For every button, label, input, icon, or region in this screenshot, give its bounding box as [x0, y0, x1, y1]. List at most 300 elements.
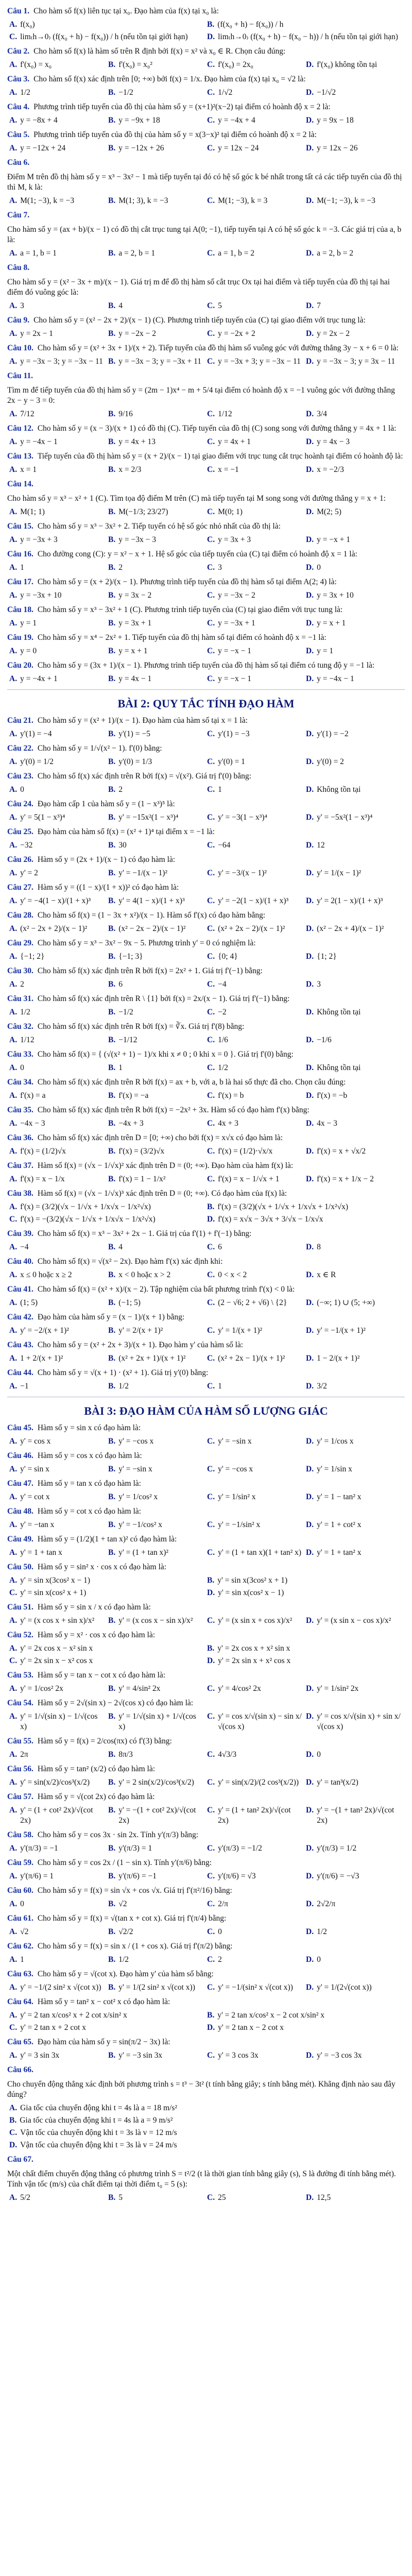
- option-b[interactable]: [108, 811, 207, 824]
- option-d[interactable]: [306, 1954, 405, 1966]
- question-text: Cho hàm số y = f(x) = sin x / (1 + cos x). Giá trị f'(π/2) bằng:: [37, 1942, 233, 1951]
- option-a[interactable]: [9, 756, 108, 768]
- option-c[interactable]: [207, 728, 306, 740]
- option-b[interactable]: [108, 1034, 207, 1046]
- option-a[interactable]: [9, 1898, 108, 1910]
- option-b[interactable]: [108, 1842, 207, 1855]
- option-d[interactable]: [306, 1519, 405, 1531]
- option-d[interactable]: [306, 355, 405, 368]
- option-c[interactable]: [9, 31, 207, 43]
- option-c[interactable]: [207, 589, 306, 602]
- option-a[interactable]: [9, 2049, 108, 2062]
- question-text: Cho hàm số y = (x + 2)/(x − 1). Phương trình tiếp tuyến của đồ thị hàm số tại điểm A(2; 4) là:: [37, 578, 337, 586]
- option-d[interactable]: [306, 114, 405, 127]
- option-d[interactable]: [306, 1870, 405, 1883]
- option-label: D.: [306, 1326, 314, 1335]
- option-c[interactable]: [207, 1062, 306, 1074]
- option-text: y = 3x − 2: [118, 591, 152, 600]
- option-b[interactable]: [108, 1269, 207, 1281]
- option-a[interactable]: [9, 87, 108, 99]
- option-c[interactable]: [207, 645, 306, 657]
- option-b[interactable]: [207, 19, 405, 31]
- option-c[interactable]: [207, 408, 306, 420]
- option-b[interactable]: [9, 2114, 405, 2127]
- option-c[interactable]: [9, 1587, 207, 1599]
- option-a[interactable]: [9, 839, 108, 852]
- option-b[interactable]: [108, 1145, 207, 1158]
- option-a[interactable]: [9, 355, 108, 368]
- option-a[interactable]: [9, 2009, 207, 2022]
- option-d[interactable]: [306, 1145, 405, 1158]
- option-d[interactable]: [306, 1749, 405, 1761]
- option-a[interactable]: [9, 1297, 108, 1309]
- option-c[interactable]: [207, 2049, 306, 2062]
- option-a[interactable]: [9, 589, 108, 602]
- option-c[interactable]: [207, 87, 306, 99]
- option-b[interactable]: [108, 1954, 207, 1966]
- option-b[interactable]: [108, 2049, 207, 2062]
- option-c[interactable]: [207, 1325, 306, 1337]
- option-c[interactable]: [207, 1615, 306, 1627]
- option-b[interactable]: [108, 1981, 207, 1994]
- option-b[interactable]: [207, 1201, 405, 1213]
- option-a[interactable]: [9, 1435, 108, 1448]
- option-a[interactable]: [9, 562, 108, 574]
- option-d[interactable]: [306, 534, 405, 546]
- option-b[interactable]: [108, 114, 207, 127]
- option-d[interactable]: [207, 1655, 405, 1667]
- option-label: A.: [9, 619, 18, 628]
- option-c[interactable]: [207, 784, 306, 796]
- option-b[interactable]: [207, 1574, 405, 1587]
- question-number: Câu 48.: [7, 1507, 33, 1516]
- option-a[interactable]: [9, 2192, 108, 2204]
- option-c[interactable]: [207, 895, 306, 907]
- option-c[interactable]: [207, 756, 306, 768]
- option-d[interactable]: [306, 645, 405, 657]
- option-d[interactable]: [207, 1213, 405, 1226]
- option-d[interactable]: [9, 2139, 405, 2151]
- option-c[interactable]: [207, 464, 306, 476]
- option-b[interactable]: [108, 1062, 207, 1074]
- option-c[interactable]: [207, 1547, 306, 1559]
- option-d[interactable]: [306, 1090, 405, 1102]
- option-a[interactable]: [9, 142, 108, 155]
- option-a[interactable]: [9, 895, 108, 907]
- option-d[interactable]: [306, 300, 405, 312]
- option-c[interactable]: [207, 1981, 306, 1994]
- option-a[interactable]: [9, 534, 108, 546]
- option-d[interactable]: [306, 408, 405, 420]
- option-d[interactable]: [306, 1547, 405, 1559]
- option-c[interactable]: [207, 1435, 306, 1448]
- option-b[interactable]: [108, 1804, 207, 1827]
- option-c[interactable]: [207, 1241, 306, 1253]
- option-c[interactable]: [207, 1117, 306, 1130]
- option-b[interactable]: [108, 408, 207, 420]
- option-a[interactable]: [9, 506, 108, 518]
- question-number: Câu 42.: [7, 1313, 33, 1321]
- option-d[interactable]: [306, 923, 405, 935]
- option-a[interactable]: [9, 978, 108, 991]
- option-c[interactable]: [207, 59, 306, 71]
- option-b[interactable]: [108, 951, 207, 963]
- option-d[interactable]: [306, 1710, 405, 1733]
- option-b[interactable]: [108, 1683, 207, 1695]
- option-b[interactable]: [108, 1776, 207, 1789]
- option-b[interactable]: [108, 1870, 207, 1883]
- option-c[interactable]: [207, 1683, 306, 1695]
- option-c[interactable]: [207, 839, 306, 852]
- option-a[interactable]: [9, 464, 108, 476]
- option-a[interactable]: [9, 114, 108, 127]
- option-a[interactable]: [9, 1173, 108, 1185]
- option-c[interactable]: [207, 1491, 306, 1503]
- option-d[interactable]: [306, 1325, 405, 1337]
- option-c[interactable]: [207, 1804, 306, 1827]
- option-d[interactable]: [306, 1352, 405, 1365]
- option-c[interactable]: [207, 2192, 306, 2204]
- option-b[interactable]: [108, 1491, 207, 1503]
- option-a[interactable]: [9, 784, 108, 796]
- option-a[interactable]: [9, 1241, 108, 1253]
- option-c[interactable]: [207, 1519, 306, 1531]
- option-a[interactable]: [9, 1870, 108, 1883]
- option-d[interactable]: [306, 1491, 405, 1503]
- option-d[interactable]: [306, 1380, 405, 1393]
- option-d[interactable]: [306, 562, 405, 574]
- option-label: C.: [207, 410, 215, 418]
- option-d[interactable]: [306, 1463, 405, 1476]
- option-a[interactable]: [9, 1547, 108, 1559]
- option-c[interactable]: [207, 1749, 306, 1761]
- option-b[interactable]: [108, 756, 207, 768]
- option-a[interactable]: [9, 1090, 108, 1102]
- option-c[interactable]: [9, 1655, 207, 1667]
- option-b[interactable]: [108, 195, 207, 207]
- option-c[interactable]: [207, 867, 306, 879]
- option-a[interactable]: [9, 300, 108, 312]
- option-b[interactable]: [108, 59, 207, 71]
- option-c[interactable]: [207, 1006, 306, 1019]
- option-a[interactable]: [9, 1352, 108, 1365]
- option-b[interactable]: [108, 328, 207, 340]
- option-label: B.: [108, 841, 116, 850]
- option-a[interactable]: [9, 436, 108, 448]
- option-c[interactable]: [207, 673, 306, 685]
- option-d[interactable]: [306, 867, 405, 879]
- option-d[interactable]: [306, 1117, 405, 1130]
- option-d[interactable]: [306, 1804, 405, 1827]
- option-a[interactable]: [9, 1491, 108, 1503]
- option-b[interactable]: [108, 1297, 207, 1309]
- option-d[interactable]: [306, 951, 405, 963]
- option-d[interactable]: [207, 1587, 405, 1599]
- option-text: 0: [20, 785, 24, 794]
- option-d[interactable]: [306, 839, 405, 852]
- option-b[interactable]: [108, 1090, 207, 1102]
- option-c[interactable]: [207, 355, 306, 368]
- option-d[interactable]: [306, 1173, 405, 1185]
- option-c[interactable]: [207, 1898, 306, 1910]
- option-d[interactable]: [306, 978, 405, 991]
- option-b[interactable]: [108, 247, 207, 260]
- option-b[interactable]: [108, 1926, 207, 1938]
- option-a[interactable]: [9, 673, 108, 685]
- option-a[interactable]: [9, 195, 108, 207]
- option-c[interactable]: [9, 2022, 207, 2034]
- option-label: A.: [9, 2051, 18, 2060]
- option-d[interactable]: [306, 1269, 405, 1281]
- option-c[interactable]: [207, 114, 306, 127]
- option-d[interactable]: [207, 2022, 405, 2034]
- option-c[interactable]: [207, 1173, 306, 1185]
- question-text: Cho hàm số y = cos 3x · sin 2x. Tính y'(π/3) bằng:: [37, 1831, 199, 1839]
- option-a[interactable]: [9, 1463, 108, 1476]
- option-a[interactable]: [9, 59, 108, 71]
- option-b[interactable]: [108, 300, 207, 312]
- option-b[interactable]: [108, 506, 207, 518]
- option-a[interactable]: [9, 1776, 108, 1789]
- option-a[interactable]: [9, 1981, 108, 1994]
- option-b[interactable]: [108, 895, 207, 907]
- option-d[interactable]: [306, 195, 405, 207]
- option-c[interactable]: [207, 1776, 306, 1789]
- option-a[interactable]: [9, 1201, 207, 1213]
- option-c[interactable]: [207, 300, 306, 312]
- option-a[interactable]: [9, 617, 108, 630]
- option-label: C.: [207, 757, 215, 766]
- option-b[interactable]: [108, 1117, 207, 1130]
- option-a[interactable]: [9, 1574, 207, 1587]
- option-a[interactable]: [9, 811, 108, 824]
- option-b[interactable]: [108, 839, 207, 852]
- option-d[interactable]: [306, 142, 405, 155]
- option-c[interactable]: [207, 247, 306, 260]
- option-a[interactable]: [9, 1615, 108, 1627]
- option-a[interactable]: [9, 1519, 108, 1531]
- option-c[interactable]: [207, 1297, 306, 1309]
- option-b[interactable]: [108, 1006, 207, 1019]
- option-b[interactable]: [108, 1710, 207, 1733]
- option-a[interactable]: [9, 923, 108, 935]
- options-list: [9, 867, 405, 879]
- option-d[interactable]: [306, 1898, 405, 1910]
- option-d[interactable]: [306, 1241, 405, 1253]
- option-b[interactable]: [207, 1642, 405, 1655]
- option-label: A.: [9, 1644, 18, 1653]
- option-c[interactable]: [207, 1145, 306, 1158]
- option-c[interactable]: [207, 1090, 306, 1102]
- option-b[interactable]: [108, 1435, 207, 1448]
- option-c[interactable]: [207, 562, 306, 574]
- option-c[interactable]: [9, 1213, 207, 1226]
- option-a[interactable]: [9, 1034, 108, 1046]
- option-c[interactable]: [207, 1352, 306, 1365]
- option-a[interactable]: [9, 1954, 108, 1966]
- option-b[interactable]: [108, 1380, 207, 1393]
- option-d[interactable]: [306, 589, 405, 602]
- options-list: [9, 2192, 405, 2204]
- option-a[interactable]: [9, 1804, 108, 1827]
- option-a[interactable]: [9, 1842, 108, 1855]
- option-b[interactable]: [108, 436, 207, 448]
- option-label: A.: [9, 144, 18, 152]
- option-d[interactable]: [306, 1683, 405, 1695]
- option-text: Gia tốc của chuyển động khi t = 4s là a = 18 m/s²: [20, 2104, 178, 2112]
- option-a[interactable]: [9, 328, 108, 340]
- option-d[interactable]: [306, 59, 405, 71]
- option-d[interactable]: [306, 673, 405, 685]
- option-b[interactable]: [108, 355, 207, 368]
- option-d[interactable]: [207, 31, 405, 43]
- option-c[interactable]: [207, 1463, 306, 1476]
- option-label: A.: [9, 116, 18, 125]
- option-b[interactable]: [108, 784, 207, 796]
- option-a[interactable]: [9, 951, 108, 963]
- option-d[interactable]: [306, 1842, 405, 1855]
- option-d[interactable]: [306, 1615, 405, 1627]
- option-c[interactable]: [207, 1870, 306, 1883]
- option-c[interactable]: [207, 1954, 306, 1966]
- option-b[interactable]: [108, 867, 207, 879]
- option-b[interactable]: [108, 1352, 207, 1365]
- option-d[interactable]: [306, 811, 405, 824]
- option-a[interactable]: [9, 1926, 108, 1938]
- option-c[interactable]: [207, 1380, 306, 1393]
- option-b[interactable]: [108, 87, 207, 99]
- option-a[interactable]: [9, 867, 108, 879]
- options-list: [9, 1926, 405, 1938]
- option-c[interactable]: [207, 195, 306, 207]
- option-a[interactable]: [9, 1749, 108, 1761]
- option-b[interactable]: [108, 464, 207, 476]
- option-a[interactable]: [9, 1006, 108, 1019]
- question-number: Câu 9.: [7, 316, 30, 325]
- option-d[interactable]: [306, 1926, 405, 1938]
- question: [7, 1858, 405, 1883]
- option-c[interactable]: [207, 811, 306, 824]
- option-d[interactable]: [306, 2192, 405, 2204]
- option-b[interactable]: [108, 617, 207, 630]
- option-c[interactable]: [207, 534, 306, 546]
- option-d[interactable]: [306, 1062, 405, 1074]
- option-a[interactable]: [9, 1642, 207, 1655]
- option-c[interactable]: [207, 951, 306, 963]
- option-a[interactable]: [9, 1117, 108, 1130]
- option-a[interactable]: [9, 1062, 108, 1074]
- options-list: [9, 617, 405, 630]
- option-d[interactable]: [306, 1034, 405, 1046]
- option-d[interactable]: [306, 756, 405, 768]
- option-c[interactable]: [207, 1269, 306, 1281]
- option-label: D.: [306, 437, 314, 446]
- option-d[interactable]: [306, 506, 405, 518]
- option-a[interactable]: [9, 2102, 405, 2114]
- option-c[interactable]: [207, 1842, 306, 1855]
- option-b[interactable]: [108, 1615, 207, 1627]
- option-b[interactable]: [108, 728, 207, 740]
- option-b[interactable]: [108, 978, 207, 991]
- option-a[interactable]: [9, 1145, 108, 1158]
- option-text: 1: [20, 563, 24, 572]
- option-b[interactable]: [108, 673, 207, 685]
- option-label: D.: [207, 32, 215, 41]
- option-c[interactable]: [207, 617, 306, 630]
- option-a[interactable]: [9, 408, 108, 420]
- option-b[interactable]: [108, 1519, 207, 1531]
- option-b[interactable]: [108, 645, 207, 657]
- option-d[interactable]: [306, 2049, 405, 2062]
- option-d[interactable]: [306, 436, 405, 448]
- option-d[interactable]: [306, 1297, 405, 1309]
- option-d[interactable]: [306, 728, 405, 740]
- option-d[interactable]: [306, 1435, 405, 1448]
- option-b[interactable]: [108, 1173, 207, 1185]
- option-a[interactable]: [9, 1710, 108, 1733]
- option-d[interactable]: [306, 784, 405, 796]
- option-b[interactable]: [108, 1898, 207, 1910]
- option-a[interactable]: [9, 1380, 108, 1393]
- option-d[interactable]: [306, 87, 405, 99]
- option-c[interactable]: [207, 923, 306, 935]
- option-c[interactable]: [207, 436, 306, 448]
- option-b[interactable]: [108, 923, 207, 935]
- option-c[interactable]: [207, 328, 306, 340]
- question-line: [7, 1506, 405, 1517]
- option-text: y' = 2x cos x + x² sin x: [217, 1644, 290, 1653]
- option-b[interactable]: [108, 589, 207, 602]
- option-a[interactable]: [9, 728, 108, 740]
- option-b[interactable]: [108, 1241, 207, 1253]
- option-c[interactable]: [207, 506, 306, 518]
- option-c[interactable]: [207, 142, 306, 155]
- option-d[interactable]: [306, 895, 405, 907]
- option-label: C.: [207, 116, 215, 125]
- option-label: A.: [9, 841, 18, 850]
- option-a[interactable]: [9, 645, 108, 657]
- option-c[interactable]: [9, 2127, 405, 2139]
- option-a[interactable]: [9, 247, 108, 260]
- option-d[interactable]: [306, 464, 405, 476]
- option-c[interactable]: [207, 1034, 306, 1046]
- option-b[interactable]: [207, 2009, 405, 2022]
- option-c[interactable]: [207, 1926, 306, 1938]
- option-d[interactable]: [306, 328, 405, 340]
- option-a[interactable]: [9, 1683, 108, 1695]
- option-b[interactable]: [108, 1749, 207, 1761]
- option-b[interactable]: [108, 534, 207, 546]
- option-b[interactable]: [108, 1463, 207, 1476]
- option-b[interactable]: [108, 1547, 207, 1559]
- option-c[interactable]: [207, 978, 306, 991]
- option-b[interactable]: [108, 142, 207, 155]
- option-d[interactable]: [306, 1006, 405, 1019]
- option-b[interactable]: [108, 2192, 207, 2204]
- option-d[interactable]: [306, 1981, 405, 1994]
- option-b[interactable]: [108, 562, 207, 574]
- option-a[interactable]: [9, 19, 207, 31]
- option-a[interactable]: [9, 1325, 108, 1337]
- option-d[interactable]: [306, 1776, 405, 1789]
- question-number: Câu 40.: [7, 1257, 33, 1266]
- option-c[interactable]: [207, 1710, 306, 1733]
- option-b[interactable]: [108, 1325, 207, 1337]
- option-d[interactable]: [306, 617, 405, 630]
- option-a[interactable]: [9, 1269, 108, 1281]
- option-d[interactable]: [306, 247, 405, 260]
- option-text: y' = 1/cos x: [317, 1437, 354, 1446]
